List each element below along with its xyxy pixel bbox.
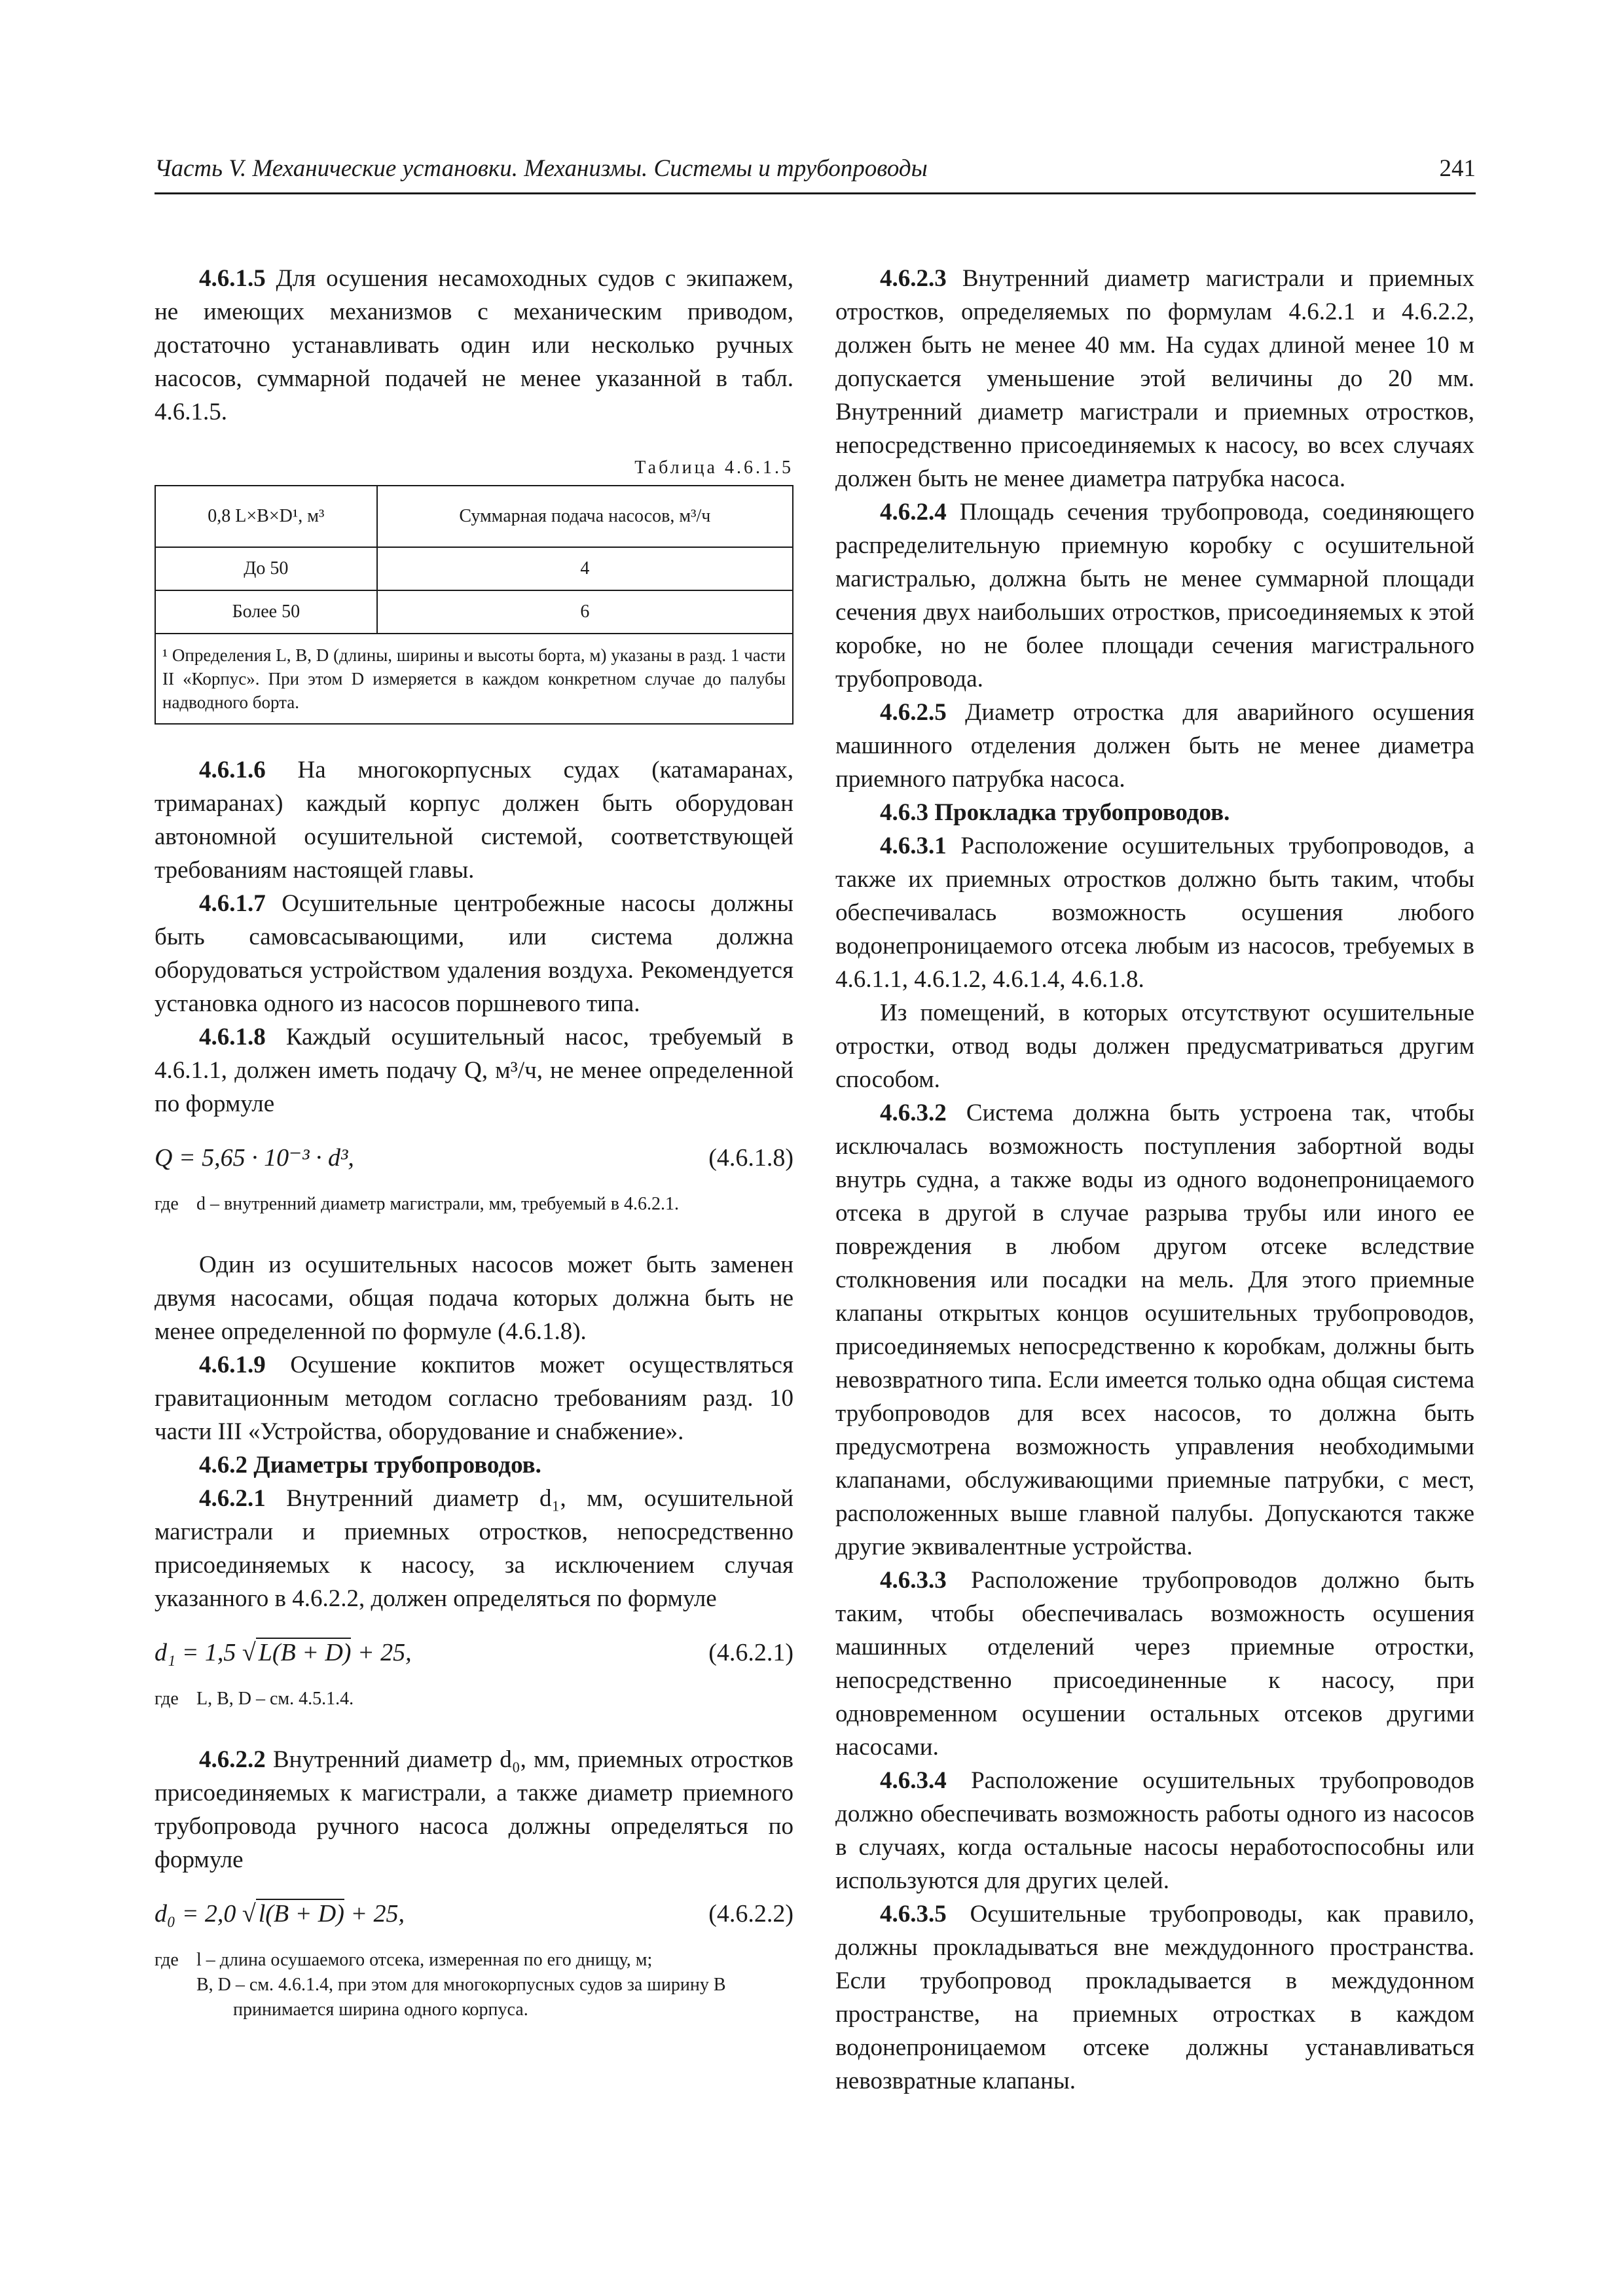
section-heading-4-6-3 xyxy=(835,796,1474,829)
clause-number: 4.6.2.4 xyxy=(880,499,947,526)
formula-expression: d₀ = 2,0 √ l(B + D) + 25, xyxy=(155,1900,405,1928)
formula-4-6-1-8 xyxy=(155,1141,793,1175)
legend-label: где xyxy=(155,1950,179,1970)
clause-text: Расположение осушительных трубопроводов, а также их приемных отростков должно быть таким, чтобы обеспечивалась возможность осушения любого водонепроницаемого отсека любым из насосов, требуемых в 4.6.1.1, 4.6.1.2, 4.6.1.4, 4.6.1.8. xyxy=(835,833,1474,993)
header-title: Часть V. Механические установки. Механизмы. Системы и трубопроводы xyxy=(155,155,928,182)
clause-number: 4.6.2.1 xyxy=(199,1485,266,1512)
table-header-capacity: Суммарная подача насосов, м³/ч xyxy=(377,486,793,547)
clause-text: Площадь сечения трубопровода, соединяющего распределительную приемную коробку с осушительной магистралью, должна быть не менее суммарной площади сечения двух наибольших отростков, присоединяемых к этой коробке, но не более площади сечения магистрального трубопровода. xyxy=(835,499,1474,692)
clause-text: Внутренний диаметр d₀, мм, приемных отростков присоединяемых к магистрали, а также диаметр приемного трубопровода ручного насоса должны определяться по формуле xyxy=(155,1746,793,1873)
paragraph-4-6-3-3 xyxy=(835,1564,1474,1764)
formula-expression: d₁ = 1,5 √ L(B + D) + 25, xyxy=(155,1639,412,1666)
table-caption: Таблица 4.6.1.5 xyxy=(634,457,793,478)
formula-number: (4.6.2.1) xyxy=(708,1639,793,1666)
clause-text: Для осушения несамоходных судов с экипажем, не имеющих механизмов с механическим приводом, достаточно устанавливать один или несколько ручных насосов, суммарной подачей не менее указанной в табл. 4.6.1.5. xyxy=(155,265,793,425)
paragraph-4-6-1-5 xyxy=(155,262,793,429)
legend-label: где xyxy=(155,1194,179,1214)
clause-number: 4.6.3.3 xyxy=(880,1567,947,1594)
legend-text: l – длина осушаемого отсека, измеренная по его днищу, м; xyxy=(196,1950,653,1970)
clause-text: Осушительные центробежные насосы должны быть самовсасывающими, или система должна оборудоваться устройством удаления воздуха. Рекомендуется установка одного из насосов поршневого типа. xyxy=(155,890,793,1017)
clause-number: 4.6.1.9 xyxy=(199,1352,266,1378)
running-header xyxy=(155,152,1476,194)
formula-lhs: d₀ = 2,0 xyxy=(155,1900,236,1928)
formula-lhs: d₁ = 1,5 xyxy=(155,1639,236,1666)
paragraph-4-6-1-7 xyxy=(155,887,793,1020)
table-cell-range: Более 50 xyxy=(155,590,377,634)
paragraph-4-6-2-2 xyxy=(155,1743,793,1876)
formula-legend xyxy=(155,1687,793,1712)
right-column xyxy=(835,262,1474,2098)
clause-text: Осушение кокпитов может осуществляться гравитационным методом согласно требованиям разд. 10 части III «Устройства, оборудование и снабжение». xyxy=(155,1352,793,1445)
formula-radicand: l(B + D) xyxy=(256,1899,344,1928)
clause-number: 4.6.3.5 xyxy=(880,1901,947,1928)
clause-text: Осушительные трубопроводы, как правило, должны прокладываться вне междудонного пространства. Если трубопровод прокладывается в междудонном пространстве, на приемных отростках в каждом водонепроницаемом отсеке должны устанавливаться невозвратные клапаны. xyxy=(835,1901,1474,2094)
clause-number: 4.6.1.5 xyxy=(199,265,266,292)
paragraph-4-6-3-4 xyxy=(835,1764,1474,1897)
clause-number: 4.6.3.4 xyxy=(880,1767,947,1794)
paragraph-4-6-3-1 xyxy=(835,829,1474,996)
legend-text: B, D – см. 4.6.1.4, при этом для многокорпусных судов за ширину B xyxy=(196,1975,726,1995)
clause-text: Диаметр отростка для аварийного осушения машинного отделения должен быть не менее диаметра приемного патрубка насоса. xyxy=(835,699,1474,793)
paragraph-pumps-replacement: Один из осушительных насосов может быть заменен двумя насосами, общая подача которых должна быть не менее определенной по формуле (4.6.1.8). xyxy=(155,1251,793,1345)
section-heading-text: 4.6.2 Диаметры трубопроводов. xyxy=(199,1452,541,1479)
formula-legend xyxy=(155,1948,793,2022)
formula-rhs: + 25, xyxy=(344,1900,405,1928)
clause-number: 4.6.2.3 xyxy=(880,265,947,292)
clause-text: На многокорпусных судах (катамаранах, тримаранах) каждый корпус должен быть оборудован автономной осушительной системой, соответствующей требованиям настоящей главы. xyxy=(155,757,793,884)
clause-text: Внутренний диаметр d₁, мм, осушительной магистрали и приемных отростков, непосредственно присоединяемых к насосу, за исключением случая указанного в 4.6.2.2, должен определяться по формуле xyxy=(155,1485,793,1612)
clause-number: 4.6.2.5 xyxy=(880,699,947,726)
clause-text: Каждый осушительный насос, требуемый в 4.6.1.1, должен иметь подачу Q, м³/ч, не менее определенной по формуле xyxy=(155,1024,793,1117)
table-row xyxy=(155,547,793,590)
formula-4-6-2-1 xyxy=(155,1636,793,1670)
paragraph-4-6-1-6 xyxy=(155,753,793,887)
formula-radicand: L(B + D) xyxy=(256,1638,352,1666)
section-heading-4-6-2 xyxy=(155,1448,793,1482)
paragraph-4-6-1-8 xyxy=(155,1020,793,1121)
table-row xyxy=(155,590,793,634)
table-cell-value: 4 xyxy=(377,547,793,590)
legend-text: принимается ширина одного корпуса. xyxy=(233,2000,528,2020)
paragraph-4-6-2-1 xyxy=(155,1482,793,1615)
paragraph-rooms-drainage: Из помещений, в которых отсутствуют осушительные отростки, отвод воды должен предусматриваться другим способом. xyxy=(835,999,1474,1093)
clause-number: 4.6.1.8 xyxy=(199,1024,266,1050)
left-column xyxy=(155,262,793,2054)
section-heading-text: 4.6.3 Прокладка трубопроводов. xyxy=(880,799,1230,826)
table-footnote: ¹ Определения L, B, D (длины, ширины и высоты борта, м) указаны в разд. 1 части II «Корпус». При этом D измеряется в каждом конкретном случае до палубы надводного борта. xyxy=(155,634,793,724)
table-header-volume: 0,8 L×B×D¹, м³ xyxy=(155,486,377,547)
legend-text: L, B, D – см. 4.5.1.4. xyxy=(196,1689,354,1709)
clause-number: 4.6.2.2 xyxy=(199,1746,266,1773)
clause-text: Расположение осушительных трубопроводов должно обеспечивать возможность работы одного из насосов в случаях, когда остальные насосы неработоспособны или используются для других целей. xyxy=(835,1767,1474,1894)
paragraph-4-6-2-5 xyxy=(835,696,1474,796)
table-cell-value: 6 xyxy=(377,590,793,634)
clause-number: 4.6.3.2 xyxy=(880,1100,947,1126)
paragraph-4-6-2-3 xyxy=(835,262,1474,495)
clause-number: 4.6.1.7 xyxy=(199,890,266,917)
formula-legend xyxy=(155,1192,793,1217)
legend-text: d – внутренний диаметр магистрали, мм, требуемый в 4.6.2.1. xyxy=(196,1194,680,1214)
legend-label: где xyxy=(155,1689,179,1709)
paragraph-4-6-1-9 xyxy=(155,1348,793,1448)
formula-rhs: + 25, xyxy=(351,1639,412,1666)
paragraph-4-6-3-5 xyxy=(835,1897,1474,2098)
table-4-6-1-5 xyxy=(155,485,793,725)
clause-text: Расположение трубопроводов должно быть таким, чтобы обеспечивалась возможность осушения машинных отделений через приемные отростки, непосредственно присоединенные к насосу, при одновременном осушении остальных отсеков другими насосами. xyxy=(835,1567,1474,1761)
clause-number: 4.6.1.6 xyxy=(199,757,266,783)
clause-text: Внутренний диаметр магистрали и приемных отростков, определяемых по формулам 4.6.2.1 и 4.6.2.2, должен быть не менее 40 мм. На судах длиной менее 10 м допускается уменьшение этой величины до 20 мм. Внутренний диаметр магистрали и приемных отростков, непосредственно присоединяемых к насосу, во всех случаях должен быть не менее диаметра патрубка насоса. xyxy=(835,265,1474,492)
page-number: 241 xyxy=(1439,155,1476,182)
formula-number: (4.6.1.8) xyxy=(708,1144,793,1172)
paragraph-4-6-3-2 xyxy=(835,1096,1474,1564)
formula-4-6-2-2 xyxy=(155,1897,793,1931)
formula-expression: Q = 5,65 · 10⁻³ · d³, xyxy=(155,1144,354,1172)
paragraph-4-6-2-4 xyxy=(835,495,1474,696)
clause-number: 4.6.3.1 xyxy=(880,833,947,859)
formula-number: (4.6.2.2) xyxy=(708,1900,793,1928)
table-cell-range: До 50 xyxy=(155,547,377,590)
clause-text: Система должна быть устроена так, чтобы исключалась возможность поступления забортной воды внутрь судна, а также воды из одного водонепроницаемого отсека в другой в случае разрыва трубы или иного ее повреждения в любом другом отсеке вследствие столкновения или посадки на мель. Для этого приемные клапаны открытых концов осушительных трубопроводов, присоединяемых непосредственно к коробкам, должны быть невозвратного типа. Если имеется только одна общая система трубопроводов для всех насосов, то должна быть предусмотрена возможность управления необходимыми клапанами, обслуживающими приемные патрубки, с мест, расположенных выше главной палубы. Допускаются также другие эквивалентные устройства. xyxy=(835,1100,1474,1560)
